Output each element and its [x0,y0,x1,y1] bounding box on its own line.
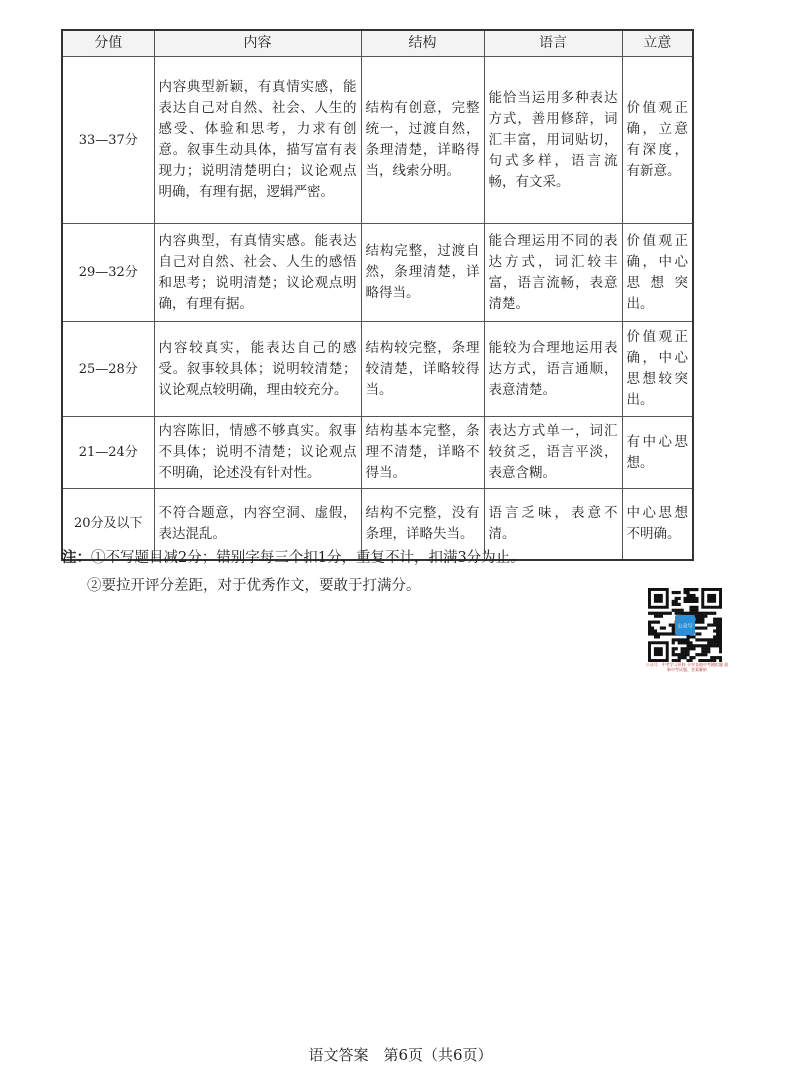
idea-cell: 价值观正确，中心思想突出。 [622,224,693,322]
structure-cell: 结构不完整，没有条理，详略失当。 [361,489,484,560]
table-row [62,224,693,322]
qr-center-label: 公众号 [677,623,693,630]
language-cell: 语言乏味，表意不清。 [484,489,622,560]
header-idea: 立意 [622,30,693,57]
content-cell: 不符合题意，内容空洞、虚假，表达混乱。 [154,489,361,560]
header-structure: 结构 [361,30,484,57]
notes-label: 注： [62,549,91,566]
table-row [62,57,693,224]
notes-section [62,544,525,600]
score-cell: 20分及以下 [62,489,154,560]
language-cell: 能合理运用不同的表达方式，词汇较丰富，语言流畅，表意清楚。 [484,224,622,322]
idea-cell: 有中心思想。 [622,417,693,489]
score-cell: 29—32分 [62,224,154,322]
page-footer: 语文答案 第6页（共6页） [308,1046,493,1064]
note-line-1 [62,544,525,572]
idea-cell: 价值观正确，中心思想较突出。 [622,322,693,417]
score-cell: 25—28分 [62,322,154,417]
score-cell: 33—37分 [62,57,154,224]
structure-cell: 结构完整，过渡自然，条理清楚，详略得当。 [361,224,484,322]
content-cell: 内容陈旧，情感不够真实。叙事不具体；说明不清楚；议论观点不明确，论述没有针对性。 [154,417,361,489]
language-cell: 表达方式单一，词汇较贫乏，语言平淡，表意含糊。 [484,417,622,489]
header-language: 语言 [484,30,622,57]
content-cell: 内容较真实，能表达自己的感受。叙事较具体；说明较清楚；议论观点较明确，理由较充分。 [154,322,361,417]
note-item-2: ②要拉开评分差距，对于优秀作文，要敢于打满分。 [87,578,421,594]
table-row [62,417,693,489]
idea-cell: 中心思想不明确。 [622,489,693,560]
score-cell: 21—24分 [62,417,154,489]
table-row [62,322,693,417]
idea-cell: 价值观正确，立意有深度，有新意。 [622,57,693,224]
content-cell: 内容典型新颖，有真情实感，能表达自己对自然、社会、人生的感受、体验和思考，力求有创意。叙事生动具体，描写富有表现力；说明清楚明白；议论观点明确，有理有据，逻辑严密。 [154,57,361,224]
structure-cell: 结构较完整，条理较清楚，详略较得当。 [361,322,484,417]
content-cell: 内容典型，有真情实感。能表达自己对自然、社会、人生的感悟和思考；说明清楚；议论观点明确，有理有据。 [154,224,361,322]
qr-caption: 公众号：中考学习资料 分享各地中考模拟题 最新中考试题、答案解析 [645,662,729,672]
table-header-row [62,30,693,57]
qr-code [648,588,722,662]
header-content: 内容 [154,30,361,57]
language-cell: 能较为合理地运用表达方式，语言通顺，表意清楚。 [484,322,622,417]
structure-cell: 结构基本完整，条理不清楚，详略不得当。 [361,417,484,489]
structure-cell: 结构有创意，完整统一，过渡自然，条理清楚，详略得当，线索分明。 [361,57,484,224]
header-score: 分值 [62,30,154,57]
language-cell: 能恰当运用多种表达方式，善用修辞，词汇丰富，用词贴切，句式多样，语言流畅，有文采。 [484,57,622,224]
scoring-rubric-table [61,29,694,561]
note-item-1: ①不写题目减2分；错别字每三个扣1分，重复不计，扣满3分为止。 [91,550,525,566]
